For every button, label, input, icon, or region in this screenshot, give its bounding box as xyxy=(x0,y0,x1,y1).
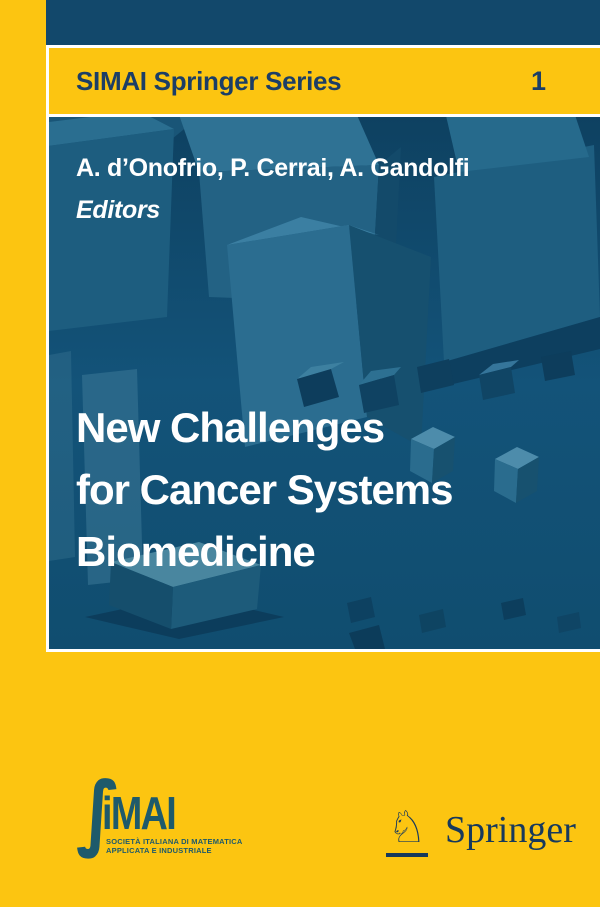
simai-org-line-1: SOCIETÀ ITALIANA DI MATEMATICA xyxy=(106,837,243,846)
title-line-2: for Cancer Systems xyxy=(76,466,453,513)
authors-block xyxy=(76,153,469,225)
title-line-3: Biomedicine xyxy=(76,528,315,575)
simai-logo xyxy=(76,765,298,864)
series-title: SIMAI Springer Series xyxy=(76,65,342,96)
series-band xyxy=(0,48,600,114)
frame-line-bottom xyxy=(46,649,600,652)
title-line-1: New Challenges xyxy=(76,404,385,451)
main-panel xyxy=(49,117,600,649)
springer-wordmark: Springer xyxy=(445,809,576,851)
book-title xyxy=(76,397,453,583)
simai-org-line-2: APPLICATA E INDUSTRIALE xyxy=(106,845,212,855)
editors-label: Editors xyxy=(76,196,161,224)
top-band xyxy=(46,0,600,45)
springer-logo xyxy=(384,802,576,857)
chess-knight-icon: ♘ xyxy=(387,802,427,853)
authors-line: A. d’Onofrio, P. Cerrai, A. Gandolfi xyxy=(76,154,470,182)
springer-knight-emblem xyxy=(384,802,430,857)
knight-underline-bar xyxy=(386,853,428,857)
series-volume-number: 1 xyxy=(530,65,546,96)
simai-wordmark: iMAI xyxy=(102,787,176,839)
simai-integral-icon: ∫ xyxy=(76,765,122,860)
simai-organization-name xyxy=(106,838,243,855)
